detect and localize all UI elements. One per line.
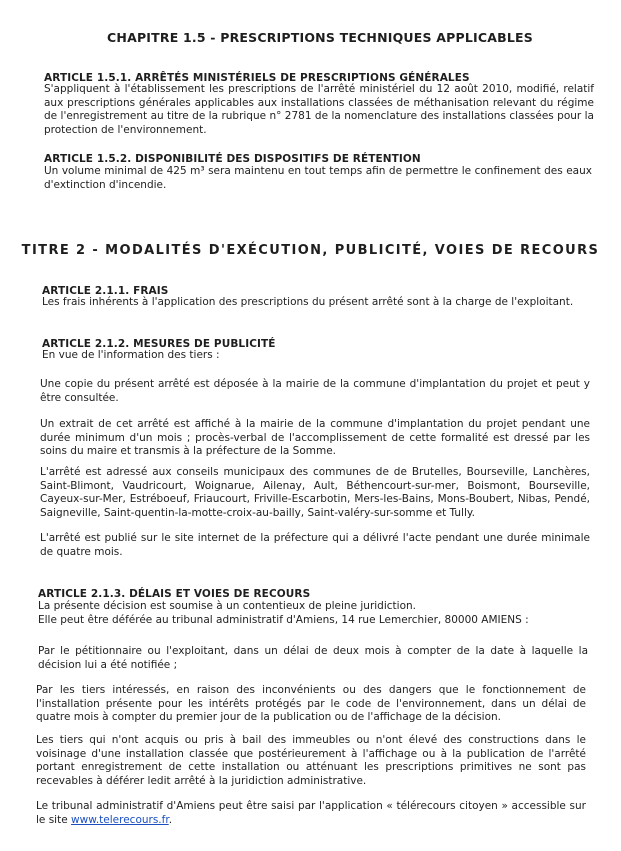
chapter-title: CHAPITRE 1.5 - PRESCRIPTIONS TECHNIQUES APPLICABLES (107, 30, 533, 45)
article-1-5-1-body: S'appliquent à l'établissement les prescriptions de l'arrêté ministériel du 12 août 2010, modifié, relatif aux prescriptions générales applicables aux installations classées de méthanisation relevant du régime de l'enregistrement au titre de la rubrique n° 2781 de la nomenclature des installations classées pour la protection de l'environnement. (44, 83, 594, 136)
telerecours-link[interactable]: www.telerecours.fr (71, 813, 169, 826)
recours-paragraph-4-end: . (168, 813, 173, 826)
article-1-5-1-heading: ARTICLE 1.5.1. ARRÊTÉS MINISTÉRIELS DE PRESCRIPTIONS GÉNÉRALES (44, 72, 470, 84)
recours-intro-1: La présente décision est soumise à un contentieux de pleine juridiction. (38, 600, 416, 612)
article-1-5-2-heading: ARTICLE 1.5.2. DISPONIBILITÉ DES DISPOSITIFS DE RÉTENTION (44, 153, 421, 165)
recours-paragraph-4 (36, 800, 586, 827)
article-1-5-2-body: Un volume minimal de 425 m³ sera maintenu en tout temps afin de permettre le confinement des eaux d'extinction d'incendie. (44, 165, 592, 191)
article-2-1-2-heading: ARTICLE 2.1.2. MESURES DE PUBLICITÉ (42, 338, 276, 350)
recours-paragraph-1: Par le pétitionnaire ou l'exploitant, dans un délai de deux mois à compter de la date à laquelle la décision lui a été notifiée ; (38, 645, 588, 671)
recours-paragraph-3: Les tiers qui n'ont acquis ou pris à bail des immeubles ou n'ont élevé des constructions dans le voisinage d'une installation classée que postérieurement à l'affichage ou à la publication de l'arrêté portant enregistrement de cette installation ou atténuant les prescriptions primitives ne sont pas recevables à déférer ledit arrêté à la juridiction administrative. (36, 734, 586, 787)
article-2-1-1-body: Les frais inhérents à l'application des prescriptions du présent arrêté sont à la charge de l'exploitant. (42, 296, 574, 308)
publicite-paragraph-3: L'arrêté est adressé aux conseils municipaux des communes de de Brutelles, Bourseville, Lanchères, Saint-Blimont, Vaudricourt, Woignarue, Ailenay, Ault, Béthencourt-sur-mer, Boismont, Bourseville, Cayeux-sur-Mer, Estréboeuf, Friaucourt, Friville-Escarbotin, Mers-les-Bains, Mons-Boubert, Nibas, Pendé, Saigneville, Saint-quentin-la-motte-croix-au-bailly, Saint-valéry-sur-somme et Tully. (40, 466, 590, 519)
article-2-1-1-heading: ARTICLE 2.1.1. FRAIS (42, 285, 169, 297)
article-2-1-3-heading: ARTICLE 2.1.3. DÉLAIS ET VOIES DE RECOURS (38, 588, 311, 600)
titre-2-heading: TITRE 2 - MODALITÉS D'EXÉCUTION, PUBLICITÉ, VOIES DE RECOURS (21, 243, 600, 258)
publicite-paragraph-2: Un extrait de cet arrêté est affiché à la mairie de la commune d'implantation du projet pendant une durée minimum d'un mois ; procès-verbal de l'accomplissement de cette formalité est dressé par les soins du maire et transmis à la préfecture de la Somme. (40, 418, 590, 457)
publicite-paragraph-1: Une copie du présent arrêté est déposée à la mairie de la commune d'implantation du projet et peut y être consultée. (40, 378, 590, 404)
recours-intro-2: Elle peut être déférée au tribunal administratif d'Amiens, 14 rue Lemerchier, 80000 AMIENS : (38, 614, 529, 626)
publicite-paragraph-4: L'arrêté est publié sur le site internet de la préfecture qui a délivré l'acte pendant une durée minimale de quatre mois. (40, 532, 590, 558)
publicite-intro: En vue de l'information des tiers : (42, 349, 220, 361)
recours-paragraph-4-text: Le tribunal administratif d'Amiens peut être saisi par l'application « télérecours citoyen » accessible sur le site (36, 800, 586, 826)
recours-paragraph-2: Par les tiers intéressés, en raison des inconvénients ou des dangers que le fonctionnement de l'installation présente pour les intérêts protégés par le code de l'environnement, dans un délai de quatre mois à compter du premier jour de la publication ou de l'affichage de la décision. (36, 684, 586, 723)
